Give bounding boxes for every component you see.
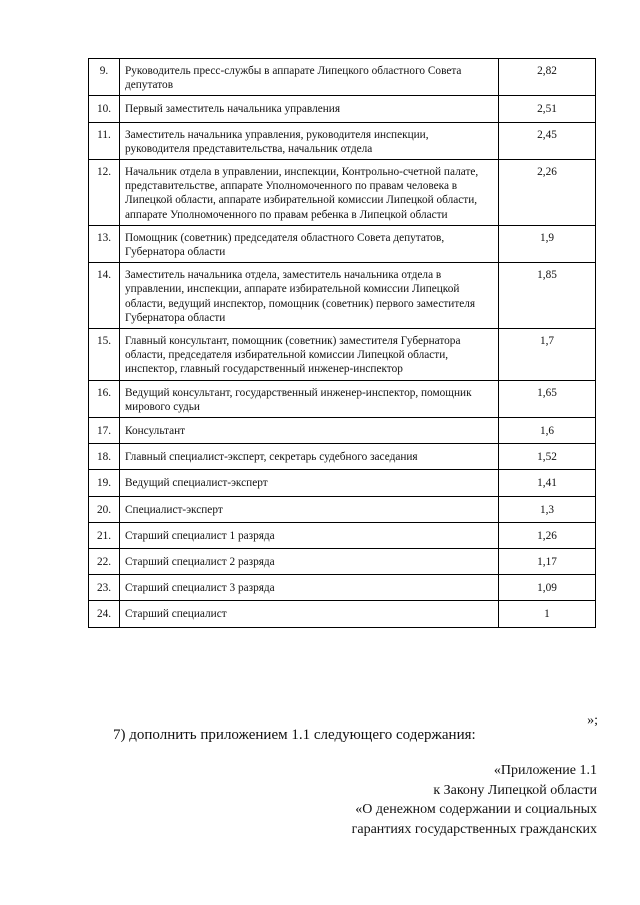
coefficient-value: 1,17 — [499, 549, 596, 575]
position-title: Ведущий консультант, государственный инженер-инспектор, помощник мирового судьи — [120, 380, 499, 417]
row-number: 10. — [89, 96, 120, 122]
coefficient-value: 1,52 — [499, 444, 596, 470]
coefficient-value: 2,51 — [499, 96, 596, 122]
table-row — [89, 329, 596, 381]
table-row — [89, 96, 596, 122]
row-number: 12. — [89, 160, 120, 226]
coefficient-value: 1,6 — [499, 418, 596, 444]
row-number: 13. — [89, 225, 120, 262]
coefficient-value: 2,45 — [499, 122, 596, 159]
row-number: 24. — [89, 601, 120, 627]
row-number: 23. — [89, 575, 120, 601]
table-row — [89, 263, 596, 329]
position-title: Специалист-эксперт — [120, 496, 499, 522]
coefficient-value: 2,82 — [499, 59, 596, 96]
position-title: Старший специалист 2 разряда — [120, 549, 499, 575]
coefficient-value: 1,26 — [499, 522, 596, 548]
position-title: Главный специалист-эксперт, секретарь судебного заседания — [120, 444, 499, 470]
position-title: Заместитель начальника управления, руководителя инспекции, руководителя представительства, начальник отдела — [120, 122, 499, 159]
coefficient-value: 1 — [499, 601, 596, 627]
row-number: 21. — [89, 522, 120, 548]
position-title: Старший специалист 3 разряда — [120, 575, 499, 601]
table-row — [89, 549, 596, 575]
row-number: 22. — [89, 549, 120, 575]
position-title: Начальник отдела в управлении, инспекции, Контрольно-счетной палате, представительстве, аппарате Уполномоченного по правам человека в Липецкой области, аппарате избирательной комиссии Липецкой области, аппарате Уполномоченного по правам ребенка в Липецкой области — [120, 160, 499, 226]
table-row — [89, 59, 596, 96]
row-number: 9. — [89, 59, 120, 96]
table-row — [89, 522, 596, 548]
position-title: Первый заместитель начальника управления — [120, 96, 499, 122]
table-row — [89, 470, 596, 496]
position-title: Консультант — [120, 418, 499, 444]
coefficient-value: 1,41 — [499, 470, 596, 496]
position-title: Главный консультант, помощник (советник) заместителя Губернатора области, председателя избирательной комиссии Липецкой области, инспектор, главный государственный инженер-инспектор — [120, 329, 499, 381]
row-number: 16. — [89, 380, 120, 417]
table-body — [89, 59, 596, 628]
coefficient-value: 2,26 — [499, 160, 596, 226]
position-title: Ведущий специалист-эксперт — [120, 470, 499, 496]
table-row — [89, 225, 596, 262]
coefficient-value: 1,7 — [499, 329, 596, 381]
table-row — [89, 160, 596, 226]
amendment-item-text: 7) дополнить приложением 1.1 следующего содержания: — [113, 727, 476, 743]
row-number: 14. — [89, 263, 120, 329]
coefficient-value: 1,9 — [499, 225, 596, 262]
table-row — [89, 601, 596, 627]
appendix-header — [352, 761, 597, 839]
position-title: Заместитель начальника отдела, заместитель начальника отдела в управлении, инспекции, аппарате избирательной комиссии Липецкой области, ведущий инспектор, помощник (советник) первого заместителя Губернатора области — [120, 263, 499, 329]
row-number: 20. — [89, 496, 120, 522]
table-row — [89, 575, 596, 601]
closing-quote-mark: »; — [587, 713, 598, 728]
position-title: Старший специалист — [120, 601, 499, 627]
appendix-law-name-line-2: гарантиях государственных гражданских — [351, 821, 597, 837]
coefficient-value: 1,09 — [499, 575, 596, 601]
row-number: 19. — [89, 470, 120, 496]
table-row — [89, 444, 596, 470]
salary-coefficients-table — [88, 58, 596, 628]
coefficient-value: 1,65 — [499, 380, 596, 417]
table-row — [89, 496, 596, 522]
position-title: Помощник (советник) председателя областного Совета депутатов, Губернатора области — [120, 225, 499, 262]
row-number: 15. — [89, 329, 120, 381]
coefficient-value: 1,3 — [499, 496, 596, 522]
table-row — [89, 380, 596, 417]
appendix-law-name-line-1: «О денежном содержании и социальных — [355, 802, 597, 817]
coefficient-value: 1,85 — [499, 263, 596, 329]
position-title: Старший специалист 1 разряда — [120, 522, 499, 548]
appendix-title: «Приложение 1.1 — [493, 763, 597, 778]
row-number: 11. — [89, 122, 120, 159]
table-row — [89, 122, 596, 159]
table-row — [89, 418, 596, 444]
appendix-law-reference: к Закону Липецкой области — [433, 782, 597, 798]
row-number: 17. — [89, 418, 120, 444]
row-number: 18. — [89, 444, 120, 470]
position-title: Руководитель пресс-службы в аппарате Липецкого областного Совета депутатов — [120, 59, 499, 96]
